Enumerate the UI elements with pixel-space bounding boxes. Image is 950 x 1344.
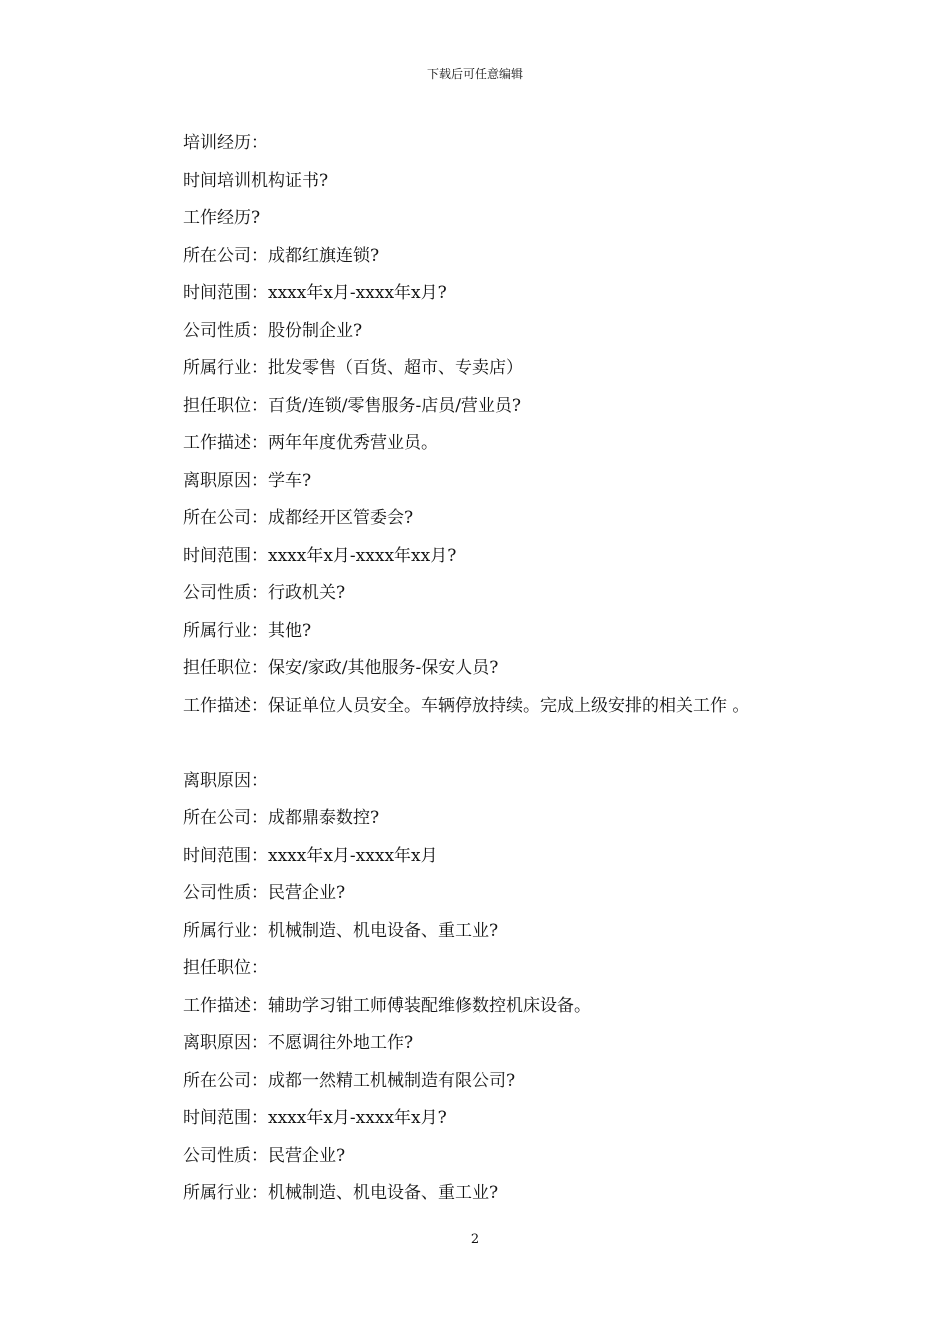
text-line: 工作描述：两年年度优秀营业员。 (183, 433, 438, 453)
text-line: 工作经历? (183, 208, 261, 228)
text-line: 担任职位：百货/连锁/零售服务-店员/营业员? (183, 395, 522, 416)
text-line: 时间范围：xxxx年x月-xxxx年x月? (183, 283, 447, 303)
text-line: 所属行业：批发零售（百货、超市、专卖店） (183, 358, 523, 378)
text-line: 所在公司：成都红旗连锁? (183, 245, 380, 266)
text-line: 离职原因：学车? (183, 470, 312, 491)
page-number (0, 1232, 950, 1248)
text-line: 离职原因：不愿调往外地工作? (183, 1033, 414, 1053)
blank-line (183, 725, 883, 763)
page-header (0, 66, 950, 82)
header-text: 下载后可任意编辑 (426, 67, 523, 81)
text-line: 公司性质：民营企业? (183, 1145, 346, 1166)
document-body (183, 125, 883, 1213)
text-line: 公司性质：行政机关? (183, 583, 346, 603)
text-line: 时间培训机构证书? (183, 170, 329, 191)
text-line: 所在公司：成都鼎泰数控? (183, 808, 380, 828)
text-line: 时间范围：xxxx年x月-xxxx年x月 (183, 845, 438, 866)
text-line: 离职原因： (183, 770, 268, 791)
text-line: 公司性质：民营企业? (183, 883, 346, 903)
text-line: 工作描述：辅助学习钳工师傅装配维修数控机床设备。 (183, 995, 591, 1016)
text-line: 所属行业：机械制造、机电设备、重工业? (183, 1183, 499, 1203)
text-line: 担任职位：保安/家政/其他服务-保安人员? (183, 658, 499, 678)
text-line: 所属行业：其他? (183, 620, 312, 641)
page-number-text: 2 (470, 1232, 480, 1247)
text-line: 担任职位： (183, 958, 268, 978)
text-line: 所属行业：机械制造、机电设备、重工业? (183, 920, 499, 941)
text-line: 培训经历： (183, 133, 268, 153)
text-line: 公司性质：股份制企业? (183, 320, 363, 341)
text-line: 时间范围：xxxx年x月-xxxx年xx月? (183, 545, 457, 566)
text-line: 时间范围：xxxx年x月-xxxx年x月? (183, 1108, 447, 1128)
text-line: 所在公司：成都一然精工机械制造有限公司? (183, 1070, 516, 1091)
text-line: 所在公司：成都经开区管委会? (183, 508, 414, 528)
text-line: 工作描述：保证单位人员安全。车辆停放持续。完成上级安排的相关工作 。 (183, 695, 750, 716)
